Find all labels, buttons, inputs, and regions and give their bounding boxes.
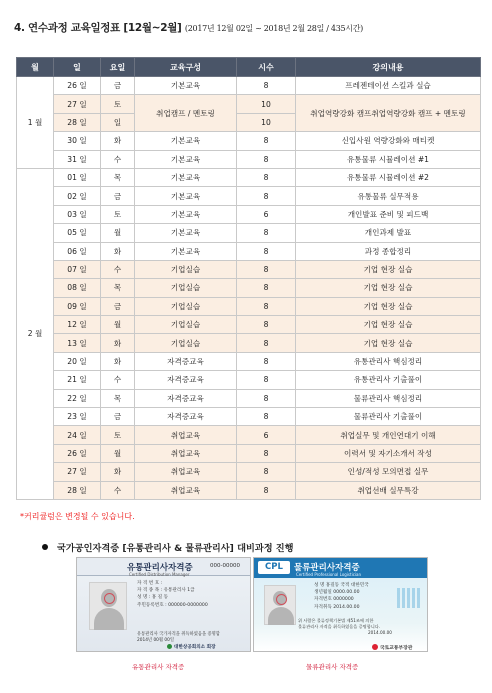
header-day: 일	[54, 58, 101, 77]
composition-cell: 기업실습	[135, 279, 237, 297]
hours-cell: 8	[237, 224, 296, 242]
ministry-logo-icon	[372, 644, 378, 650]
weekday-cell: 수	[101, 481, 135, 499]
certificate-field: 주민등록번호 : 000000-0000000	[137, 602, 208, 608]
table-row	[17, 132, 481, 150]
hours-cell: 8	[237, 334, 296, 352]
certificate-heading	[42, 540, 294, 554]
hours-cell: 8	[237, 168, 296, 186]
certificate-field: 자격번호 0000000	[314, 597, 354, 603]
issuer-text: 국토교통부장관	[380, 646, 413, 651]
certificate-issuer	[167, 644, 216, 650]
day-cell: 09 일	[54, 297, 101, 315]
hours-cell: 8	[237, 150, 296, 168]
month-cell: 1 월	[17, 77, 54, 169]
table-row	[17, 297, 481, 315]
composition-cell: 기본교육	[135, 205, 237, 223]
certificate-field: 성 명 : 홍 길 동	[137, 595, 169, 601]
composition-cell: 기본교육	[135, 187, 237, 205]
table-row	[17, 168, 481, 186]
table-row	[17, 77, 481, 95]
content-cell: 개인과제 발표	[296, 224, 481, 242]
certificate-heading-text: 국가공인자격증 [유통관리사 & 물류관리사] 대비과정 진행	[57, 543, 294, 554]
hours-cell: 8	[237, 352, 296, 370]
content-cell: 물류관리사 기출풀이	[296, 408, 481, 426]
hours-cell: 8	[237, 187, 296, 205]
table-row	[17, 334, 481, 352]
weekday-cell: 화	[101, 352, 135, 370]
day-cell: 20 일	[54, 352, 101, 370]
certificate-field: 자 격 번 호 :	[137, 581, 163, 586]
hours-cell: 8	[237, 444, 296, 462]
certificate-footer-date: 2014.00.00	[368, 629, 392, 635]
certificate-field: 생년월일 0000.00.00	[314, 590, 360, 596]
day-cell: 27 일	[54, 463, 101, 481]
content-cell: 개인발표 준비 및 피드백	[296, 205, 481, 223]
weekday-cell: 수	[101, 371, 135, 389]
content-cell: 유통물류 시뮬레이션 #1	[296, 150, 481, 168]
certificate-footer-line: 유통관리사 국가자격을 취득하였음을 증명함	[137, 632, 220, 637]
table-row	[17, 408, 481, 426]
portrait-placeholder-icon	[264, 585, 296, 625]
composition-cell: 취업교육	[135, 463, 237, 481]
hours-cell: 6	[237, 426, 296, 444]
composition-cell: 기업실습	[135, 297, 237, 315]
table-row	[17, 260, 481, 278]
content-cell: 유통물류 실무적용	[296, 187, 481, 205]
certificate-footer	[137, 632, 220, 644]
table-row	[17, 352, 481, 370]
header-weekday: 요일	[101, 58, 135, 77]
weekday-cell: 화	[101, 463, 135, 481]
table-row	[17, 463, 481, 481]
certificate-fields	[137, 580, 208, 609]
logistics-manager-certificate	[253, 557, 428, 652]
weekday-cell: 금	[101, 297, 135, 315]
header-month: 월	[17, 58, 54, 77]
weekday-cell: 목	[101, 279, 135, 297]
content-cell: 물류관리사 핵심정리	[296, 389, 481, 407]
weekday-cell: 화	[101, 334, 135, 352]
composition-cell: 기본교육	[135, 150, 237, 168]
curriculum-note: *커리큘럼은 변경될 수 있습니다.	[20, 512, 135, 521]
cpl-badge: CPL	[258, 561, 290, 574]
header-hours: 시수	[237, 58, 296, 77]
day-cell: 05 일	[54, 224, 101, 242]
weekday-cell: 금	[101, 187, 135, 205]
content-cell: 유통물류 시뮬레이션 #2	[296, 168, 481, 186]
day-cell: 12 일	[54, 316, 101, 334]
issuer-text: 대한상공회의소 회장	[174, 645, 216, 650]
hours-cell: 8	[237, 260, 296, 278]
weekday-cell: 금	[101, 77, 135, 95]
content-cell: 기업 현장 실습	[296, 260, 481, 278]
day-cell: 28 일	[54, 113, 101, 131]
certificate-field: 성 명 홍길동 국적 대한민국	[314, 583, 369, 588]
table-row	[17, 316, 481, 334]
weekday-cell: 목	[101, 168, 135, 186]
day-cell: 07 일	[54, 260, 101, 278]
header-content: 강의내용	[296, 58, 481, 77]
composition-cell: 취업교육	[135, 444, 237, 462]
day-cell: 02 일	[54, 187, 101, 205]
day-cell: 06 일	[54, 242, 101, 260]
table-row	[17, 95, 481, 113]
table-row	[17, 371, 481, 389]
content-cell: 유통관리사 핵심정리	[296, 352, 481, 370]
content-cell: 이력서 및 자기소개서 작성	[296, 444, 481, 462]
composition-cell: 자격증교육	[135, 371, 237, 389]
hours-cell: 8	[237, 408, 296, 426]
table-row	[17, 481, 481, 499]
schedule-table	[16, 57, 481, 500]
table-row	[17, 444, 481, 462]
certificate-subtitle: Certified Distribution Manager	[129, 572, 190, 577]
hours-cell: 8	[237, 371, 296, 389]
certificate-fields	[314, 582, 369, 611]
composition-cell: 기업실습	[135, 260, 237, 278]
hours-cell: 8	[237, 242, 296, 260]
day-cell: 03 일	[54, 205, 101, 223]
weekday-cell: 금	[101, 408, 135, 426]
composition-cell: 취업교육	[135, 481, 237, 499]
composition-cell: 취업캠프 / 멘토링	[135, 95, 237, 132]
weekday-cell: 토	[101, 426, 135, 444]
caption-logistics-certificate: 물류관리사 자격증	[306, 663, 359, 671]
composition-cell: 기본교육	[135, 242, 237, 260]
content-cell: 기업 현장 실습	[296, 316, 481, 334]
certificate-footer-line: 물류관리사 자격을 취득하였음을 증명합니다.	[298, 623, 381, 629]
month-cell: 2 월	[17, 168, 54, 499]
hours-cell: 8	[237, 389, 296, 407]
weekday-cell: 수	[101, 260, 135, 278]
day-cell: 28 일	[54, 481, 101, 499]
hours-cell: 8	[237, 316, 296, 334]
composition-cell: 기업실습	[135, 334, 237, 352]
weekday-cell: 토	[101, 95, 135, 113]
page-title	[14, 20, 363, 35]
day-cell: 01 일	[54, 168, 101, 186]
title-sub: (2017년 12월 02일 ~ 2018년 2월 28일 / 435시간)	[184, 24, 363, 33]
certificate-footer-line: 위 사람은 물류정책기본법 제51조에 의한	[298, 618, 374, 623]
weekday-cell: 화	[101, 242, 135, 260]
weekday-cell: 토	[101, 205, 135, 223]
weekday-cell: 수	[101, 150, 135, 168]
certificate-field: 자 격 종 목 : 유통관리사 1급	[137, 588, 195, 594]
table-row	[17, 389, 481, 407]
hours-cell: 8	[237, 463, 296, 481]
certificate-issuer	[372, 644, 412, 651]
composition-cell: 기본교육	[135, 77, 237, 95]
hours-cell: 10	[237, 95, 296, 113]
content-cell: 신입사원 역량강화와 매티켓	[296, 132, 481, 150]
header-composition: 교육구성	[135, 58, 237, 77]
chamber-logo-icon	[167, 644, 172, 649]
certificate-footer	[298, 618, 392, 635]
composition-cell: 자격증교육	[135, 408, 237, 426]
hours-cell: 6	[237, 205, 296, 223]
content-cell: 과정 종합정리	[296, 242, 481, 260]
day-cell: 23 일	[54, 408, 101, 426]
certificate-footer-date: 2014년 00월 00일	[137, 638, 175, 643]
table-row	[17, 279, 481, 297]
hours-cell: 8	[237, 297, 296, 315]
content-cell: 기업 현장 실습	[296, 297, 481, 315]
composition-cell: 기업실습	[135, 316, 237, 334]
day-cell: 27 일	[54, 95, 101, 113]
day-cell: 08 일	[54, 279, 101, 297]
hours-cell: 8	[237, 481, 296, 499]
weekday-cell: 일	[101, 113, 135, 131]
content-cell: 취업역량강화 캠프취업역량강화 캠프 + 멘토링	[296, 95, 481, 132]
hours-cell: 8	[237, 77, 296, 95]
weekday-cell: 월	[101, 316, 135, 334]
weekday-cell: 월	[101, 444, 135, 462]
day-cell: 21 일	[54, 371, 101, 389]
composition-cell: 자격증교육	[135, 389, 237, 407]
bullet-icon	[42, 544, 48, 550]
table-row	[17, 242, 481, 260]
weekday-cell: 화	[101, 132, 135, 150]
day-cell: 24 일	[54, 426, 101, 444]
day-cell: 13 일	[54, 334, 101, 352]
hours-cell: 8	[237, 132, 296, 150]
certificate-number: 000-00000	[210, 563, 240, 569]
content-cell: 취업실무 및 개인연대기 이해	[296, 426, 481, 444]
content-cell: 취업선배 실무특강	[296, 481, 481, 499]
hours-cell: 8	[237, 279, 296, 297]
distribution-manager-certificate	[76, 557, 251, 652]
hours-cell: 10	[237, 113, 296, 131]
day-cell: 26 일	[54, 77, 101, 95]
composition-cell: 취업교육	[135, 426, 237, 444]
certificate-field: 자격취득 2014.00.00	[314, 604, 360, 610]
content-cell: 유통관리사 기출풀이	[296, 371, 481, 389]
day-cell: 31 일	[54, 150, 101, 168]
content-cell: 기업 현장 실습	[296, 334, 481, 352]
composition-cell: 기본교육	[135, 168, 237, 186]
table-header-row	[17, 58, 481, 77]
content-cell: 인성/적성 모의면접 실무	[296, 463, 481, 481]
certificate-title: 유통관리사자격증	[127, 563, 193, 573]
caption-distribution-certificate: 유통관리사 자격증	[132, 663, 185, 671]
day-cell: 26 일	[54, 444, 101, 462]
table-row	[17, 187, 481, 205]
day-cell: 22 일	[54, 389, 101, 407]
portrait-placeholder-icon	[89, 582, 127, 630]
content-cell: 프레젠테이션 스킬과 실습	[296, 77, 481, 95]
table-row	[17, 205, 481, 223]
table-row	[17, 224, 481, 242]
weekday-cell: 월	[101, 224, 135, 242]
certificate-subtitle: Certified Professional Logistician	[296, 572, 361, 577]
table-row	[17, 150, 481, 168]
composition-cell: 자격증교육	[135, 352, 237, 370]
composition-cell: 기본교육	[135, 132, 237, 150]
content-cell: 기업 현장 실습	[296, 279, 481, 297]
composition-cell: 기본교육	[135, 224, 237, 242]
barcode-pattern-icon	[397, 588, 421, 608]
table-row	[17, 426, 481, 444]
certificate-title: 물류관리사자격증	[294, 563, 360, 573]
title-main: 4. 연수과정 교육일정표 [12월~2월]	[14, 22, 182, 34]
weekday-cell: 목	[101, 389, 135, 407]
day-cell: 30 일	[54, 132, 101, 150]
